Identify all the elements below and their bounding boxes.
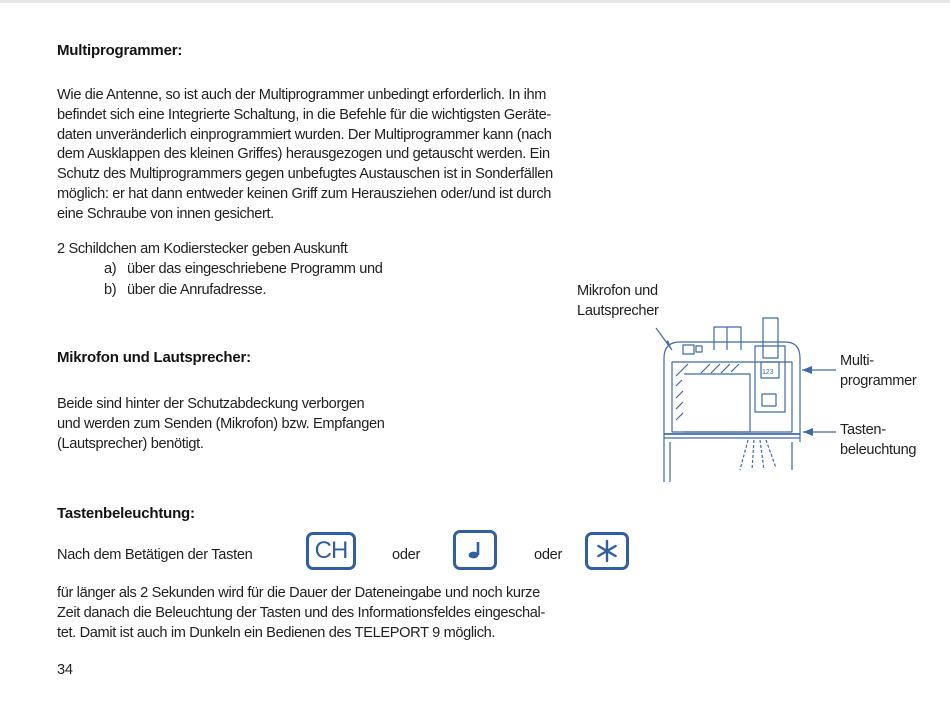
text-line: Schutz des Multiprogrammers gegen unbefugtes Austauschen ist in Sonderfällen [57, 166, 553, 183]
ch-key-label: CH [314, 537, 348, 564]
text-line: (Lautsprecher) benötigt. [57, 435, 204, 452]
text-line: Wie die Antenne, so ist auch der Multiprogrammer unbedingt erforderlich. In ihm [57, 87, 547, 103]
text-line: möglich: er hat dann entweder keinen Griff zum Herausziehen oder/und ist durch [57, 185, 552, 202]
heading-multiprogrammer: Multiprogrammer: [57, 42, 183, 59]
text-line: dem Ausklappen des kleinen Griffes) herausgezogen und getauscht werden. Ein [57, 146, 550, 163]
list-marker-b: b) [104, 282, 117, 298]
text-line: und werden zum Senden (Mikrofon) bzw. Empfangen [57, 415, 385, 432]
connector-oder-1: oder [392, 547, 421, 563]
label-line: Lautsprecher [577, 302, 659, 319]
list-item-b: über die Anrufadresse. [127, 282, 267, 298]
text-line: befindet sich eine Integrierte Schaltung, in die Befehle für die wichtigsten Geräte- [57, 106, 551, 123]
connector-oder-2: oder [534, 547, 563, 563]
text-line: daten unveränderlich einprogrammiert wurden. Der Multiprogrammer kann (nach [57, 126, 552, 143]
text-line: Zeit danach die Beleuchtung der Tasten und des Informationsfeldes eingeschal- [57, 604, 545, 621]
text-line: für länger als 2 Sekunden wird für die Dauer der Dateneingabe und noch kurze [57, 585, 540, 601]
heading-tastenbeleuchtung: Tastenbeleuchtung: [57, 505, 195, 522]
list-intro: 2 Schildchen am Kodierstecker geben Auskunft [57, 241, 348, 257]
list-marker-a: a) [104, 261, 117, 277]
module-label: 123 [762, 369, 774, 376]
keys-intro: Nach dem Betätigen der Tasten [57, 547, 253, 563]
label-line: programmer [840, 372, 917, 389]
text-line: eine Schraube von innen gesichert. [57, 205, 274, 222]
page-number: 34 [57, 662, 73, 678]
label-line: Tasten- [840, 422, 886, 438]
label-line: Mikrofon und [577, 283, 658, 299]
text-line: tet. Damit ist auch im Dunkeln ein Bedienen des TELEPORT 9 möglich. [57, 624, 496, 641]
list-item-a: über das eingeschriebene Programm und [127, 261, 383, 277]
label-line: beleuchtung [840, 441, 917, 458]
text-line: Beide sind hinter der Schutzabdeckung verborgen [57, 396, 365, 412]
label-line: Multi- [840, 353, 874, 369]
heading-mikrofon: Mikrofon und Lautsprecher: [57, 349, 251, 366]
